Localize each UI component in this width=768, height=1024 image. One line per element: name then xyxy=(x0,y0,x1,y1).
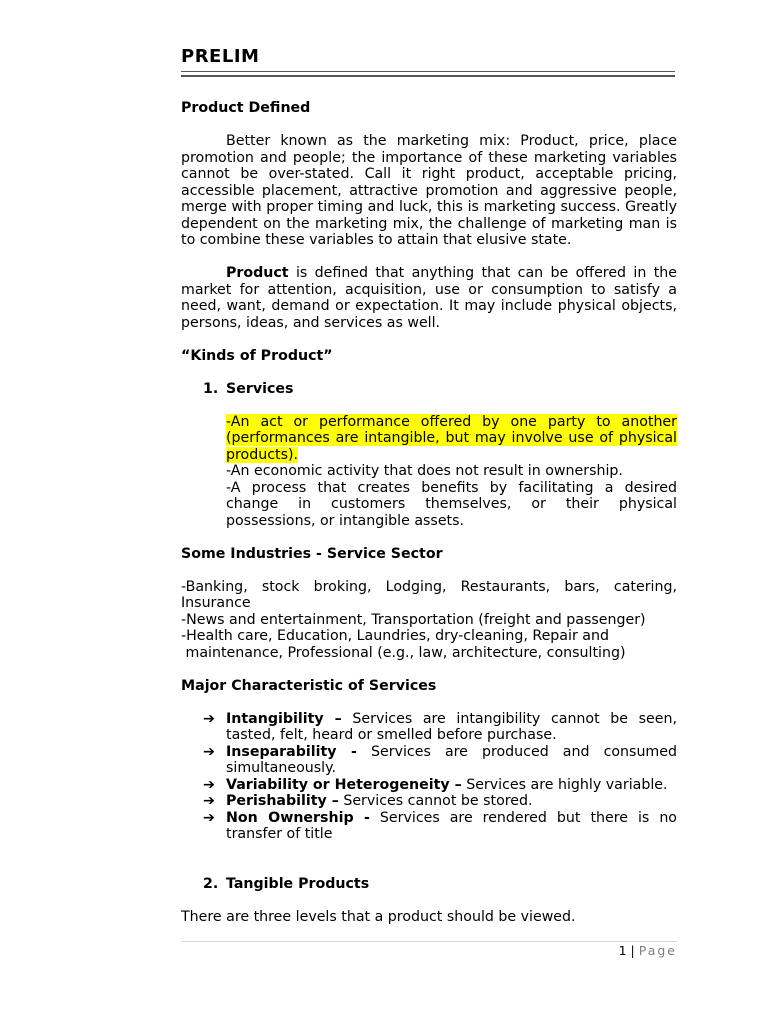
characteristic-desc: Services cannot be stored. xyxy=(338,793,533,809)
definition-economic: -An economic activity that does not result in ownership. xyxy=(226,463,623,479)
section-heading-kinds: “Kinds of Product” xyxy=(181,347,333,364)
characteristic-desc: Services are intangibility cannot be seen, tasted, felt, heard or smelled before purchase. xyxy=(226,710,677,743)
paragraph-product-definition xyxy=(181,265,677,331)
characteristic-term: Non Ownership - xyxy=(226,809,370,826)
document-title: PRELIM xyxy=(181,46,260,67)
arrow-bullet-icon: ➔ xyxy=(203,776,215,793)
industries-line: -News and entertainment, Transportation (freight and passenger) xyxy=(181,611,646,628)
footer-separator: | xyxy=(630,943,635,958)
list-label-services: Services xyxy=(226,380,294,397)
characteristic-term: Intangibility – xyxy=(226,710,342,727)
industries-line: maintenance, Professional (e.g., law, architecture, consulting) xyxy=(181,644,626,661)
section-heading-characteristics: Major Characteristic of Services xyxy=(181,677,437,694)
paragraph-three-levels: There are three levels that a product should be viewed. xyxy=(181,908,576,925)
page-word: Page xyxy=(638,943,677,958)
highlighted-definition: -An act or performance offered by one party to another (performances are intangible, but may involve use of physical products). xyxy=(226,413,677,463)
list-label-tangible: Tangible Products xyxy=(226,875,370,892)
characteristic-desc: Services are rendered but there is no transfer of title xyxy=(226,809,677,842)
document-body xyxy=(181,100,677,925)
title-rule xyxy=(181,71,675,77)
section-heading-product-defined: Product Defined xyxy=(181,100,311,116)
characteristic-desc: Services are highly variable. xyxy=(461,776,668,793)
list-item xyxy=(203,744,677,777)
paragraph-marketing-mix: Better known as the marketing mix: Product, price, place promotion and people; the importance of these marketing variables cannot be over-stated. Call it right product, acceptable pricing, accessible placement, attractive promotion and aggressive people, merge with proper timing and luck, this is marketing success. Greatly dependent on the marketing mix, the challenge of marketing man is to combine these variables to attain that elusive state. xyxy=(181,133,677,248)
page-number: 1 xyxy=(618,943,627,958)
list-item xyxy=(203,810,677,843)
list-item xyxy=(203,711,677,744)
arrow-bullet-icon: ➔ xyxy=(203,793,215,809)
industries-line: -Health care, Education, Laundries, dry-cleaning, Repair and xyxy=(181,628,609,644)
list-number: 2. xyxy=(203,875,219,892)
product-term: Product xyxy=(226,265,289,281)
characteristics-list xyxy=(203,711,677,843)
list-item-tangible xyxy=(203,876,677,893)
characteristic-term: Variability or Heterogeneity – xyxy=(226,776,462,793)
list-item xyxy=(203,793,677,810)
list-number: 1. xyxy=(203,380,219,397)
section-heading-industries: Some Industries - Service Sector xyxy=(181,545,443,562)
definition-process: -A process that creates benefits by facilitating a desired change in customers themselves, or their physical possessions, or intangible assets. xyxy=(226,479,677,529)
industries-line: -Banking, stock broking, Lodging, Restaurants, bars, catering, Insurance xyxy=(181,578,677,611)
list-item-services xyxy=(203,381,677,398)
characteristic-term: Perishability – xyxy=(226,793,339,809)
services-definitions xyxy=(226,414,677,530)
arrow-bullet-icon: ➔ xyxy=(203,710,215,727)
characteristic-desc: Services are produced and consumed simultaneously. xyxy=(226,743,677,776)
footer-rule xyxy=(181,941,677,942)
characteristic-term: Inseparability - xyxy=(226,743,357,760)
arrow-bullet-icon: ➔ xyxy=(203,743,215,760)
arrow-bullet-icon: ➔ xyxy=(203,809,215,826)
product-definition-text: is defined that anything that can be offered in the market for attention, acquisition, use or consumption to satisfy a need, want, demand or expectation. It may include physical objects, persons, ideas, and services as well. xyxy=(181,265,677,331)
list-item xyxy=(203,777,677,794)
page-footer xyxy=(181,943,677,958)
